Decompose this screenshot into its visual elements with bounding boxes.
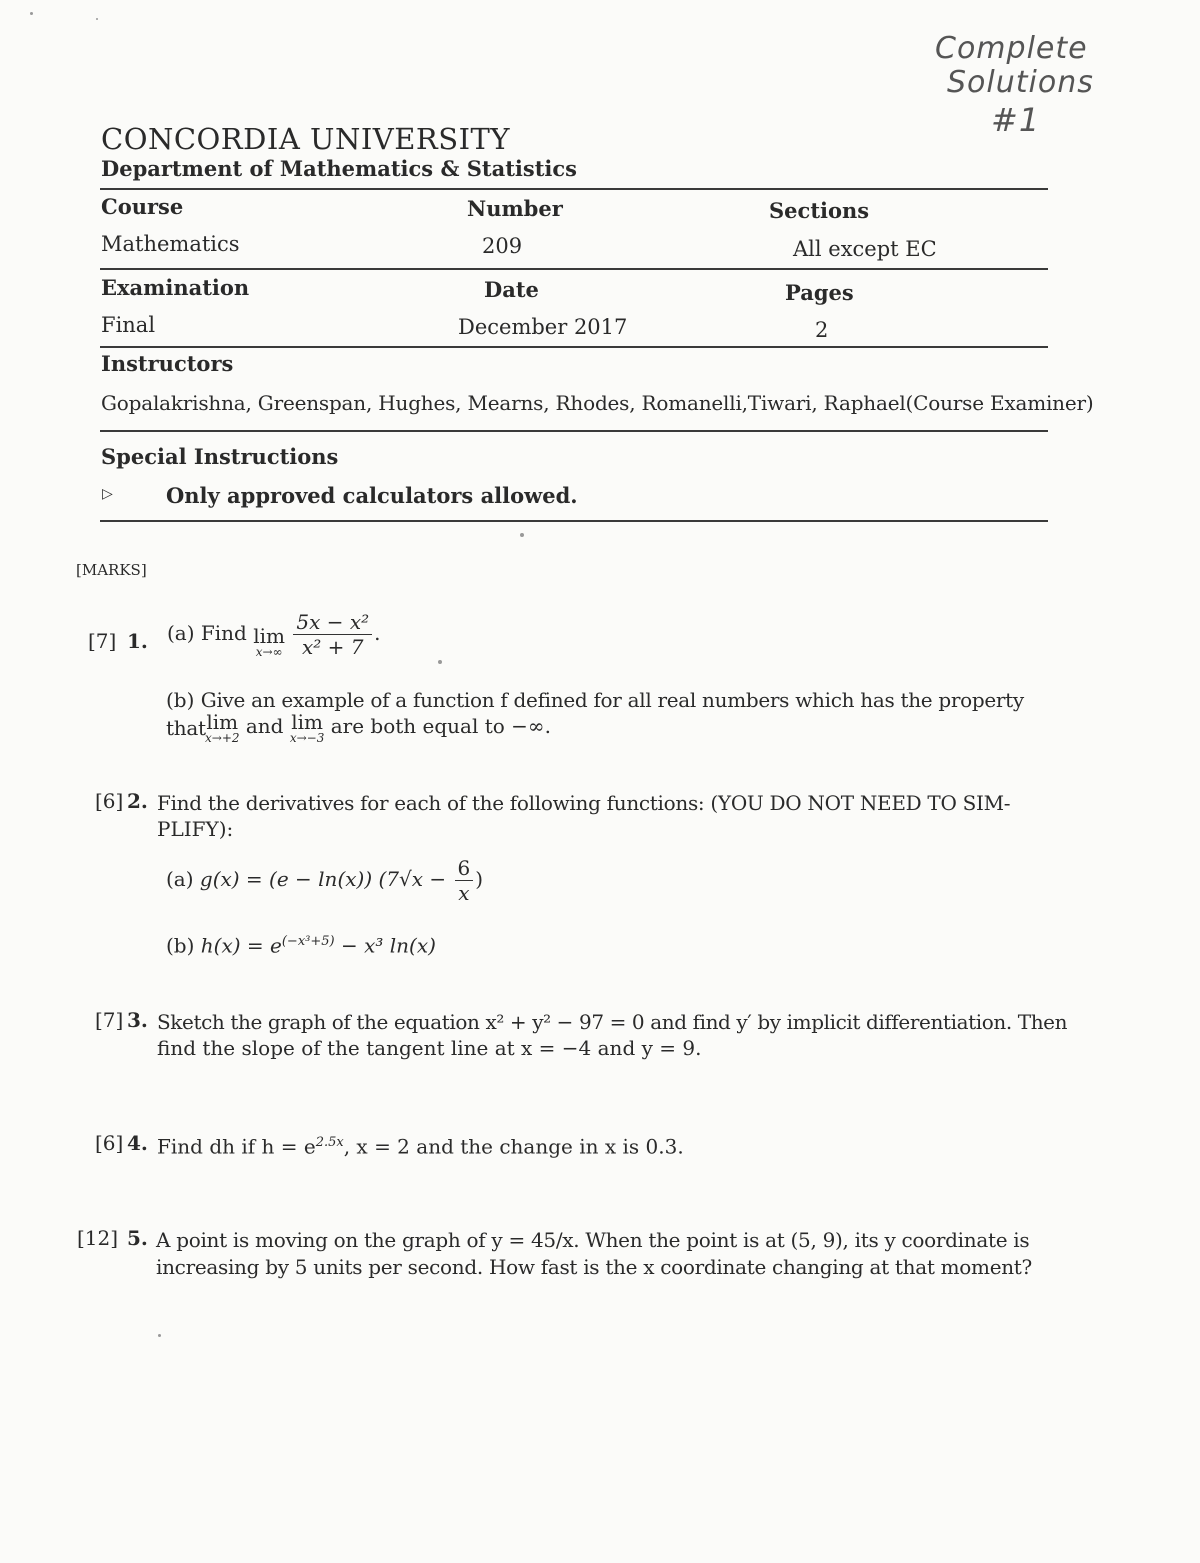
q1a-lim: lim [253,624,285,648]
handwritten-line-1: Complete [935,31,1088,66]
q4-text [157,1129,684,1161]
scan-speck [438,660,442,664]
q4-text-end: , x = 2 and the change in x is 0.3. [343,1134,684,1159]
q1b-lim-1: lim [206,710,239,734]
sections-label: Sections [769,198,870,223]
q1b-lim-2: lim [291,710,323,734]
scan-speck [520,533,524,537]
handwritten-note [935,32,1105,140]
q2-marks: [6] [95,789,124,813]
q4-number: 4. [127,1131,148,1155]
bullet-triangle-icon: ▷ [102,486,113,502]
q3-marks: [7] [95,1008,124,1032]
q5-line-1: A point is moving on the graph of y = 45/x. When the point is at (5, 9), its y coordinate is [156,1228,1030,1252]
instructors-label: Instructors [101,351,234,376]
q1a-find: Find [200,621,247,645]
q2b-label: (b) [166,933,195,958]
q2-part-a [166,856,483,905]
examination-value: Final [101,313,156,337]
special-instruction-text: Only approved calculators allowed. [166,483,578,508]
q5-line-2: increasing by 5 units per second. How fast is the x coordinate changing at that moment? [156,1255,1032,1279]
q2a-label: (a) [166,867,194,891]
q2a-close: ) [475,867,484,891]
number-label: Number [467,196,563,221]
scan-speck [96,18,98,20]
q1b-lim-sub-2: x→−3 [289,731,325,745]
q1b-and: and [245,714,284,738]
q1-marks: [7] [88,629,117,653]
pages-value: 2 [815,318,829,342]
q3-line-1: Sketch the graph of the equation x² + y² − 97 = 0 and find y′ by implicit differentiation. Then [157,1010,1068,1034]
q2b-exponent: (−x³+5) [281,934,335,949]
marks-label: [MARKS] [76,561,147,579]
q1a-lim-sub: x→∞ [255,645,283,659]
row-rule-1 [100,268,1048,270]
q2a-expr: g(x) = (e − ln(x)) (7√x − [199,867,447,891]
q4-exponent: 2.5x [315,1135,344,1150]
handwritten-line-2: Solutions [947,65,1094,100]
q1a-fraction [293,610,372,659]
q3-number: 3. [127,1008,148,1032]
q1a-limit [253,626,285,658]
pages-label: Pages [785,280,854,305]
q3-line-2: find the slope of the tangent line at x = −4 and y = 9. [157,1036,702,1060]
row-rule-4 [100,520,1048,522]
course-label: Course [101,194,184,219]
row-rule-2 [100,346,1048,348]
q1a-end: . [374,621,381,645]
department-name: Department of Mathematics & Statistics [101,156,577,181]
university-name: CONCORDIA UNIVERSITY [101,122,511,156]
handwritten-line-3: #1 [991,101,1041,139]
q5-number: 5. [127,1226,148,1250]
special-instructions-label: Special Instructions [101,444,339,469]
q2b-expr-end: − x³ ln(x) [334,933,436,958]
q5-marks: [12] [77,1226,119,1250]
q1a-label: (a) [167,621,195,645]
instructors-value: Gopalakrishna, Greenspan, Hughes, Mearns, Rhodes, Romanelli,Tiwari, Raphael(Course Examiner) [101,391,1094,415]
q2b-expr-start: h(x) = e [200,933,282,958]
date-value: December 2017 [458,315,628,339]
sections-value: All except EC [793,237,937,261]
q1b-limit-2 [290,712,325,744]
q1b-lim-sub-1: x→+2 [205,731,240,745]
q2-part-b [166,928,436,960]
q2a-denominator: x [458,881,470,905]
q4-text-start: Find dh if h = e [157,1134,316,1159]
q1b-tail: are both equal to −∞. [330,714,551,738]
q2a-fraction [455,856,474,905]
q1b-text: Give an example of a function f defined for all real numbers which has the property that [166,688,1024,740]
number-value: 209 [482,234,523,258]
q1b-limit-1 [205,712,240,744]
q2-text-line-2: PLIFY): [157,817,234,841]
q1b-line2 [205,712,551,744]
date-label: Date [484,277,539,302]
row-rule-3 [100,430,1048,432]
examination-label: Examination [101,275,250,300]
q1a-numerator: 5x − x² [293,610,372,635]
course-value: Mathematics [101,232,240,256]
scan-speck [30,12,33,15]
q2a-numerator: 6 [455,856,474,881]
q1b-label: (b) [166,688,195,712]
q1-part-a [167,610,380,659]
q4-marks: [6] [95,1131,124,1155]
scan-speck [158,1334,161,1337]
q1a-denominator: x² + 7 [301,635,364,659]
q1-number: 1. [127,629,148,653]
q2-number: 2. [127,789,148,813]
q2-text-line-1: Find the derivatives for each of the following functions: (YOU DO NOT NEED TO SIM- [157,791,1011,815]
header-rule [100,188,1048,190]
